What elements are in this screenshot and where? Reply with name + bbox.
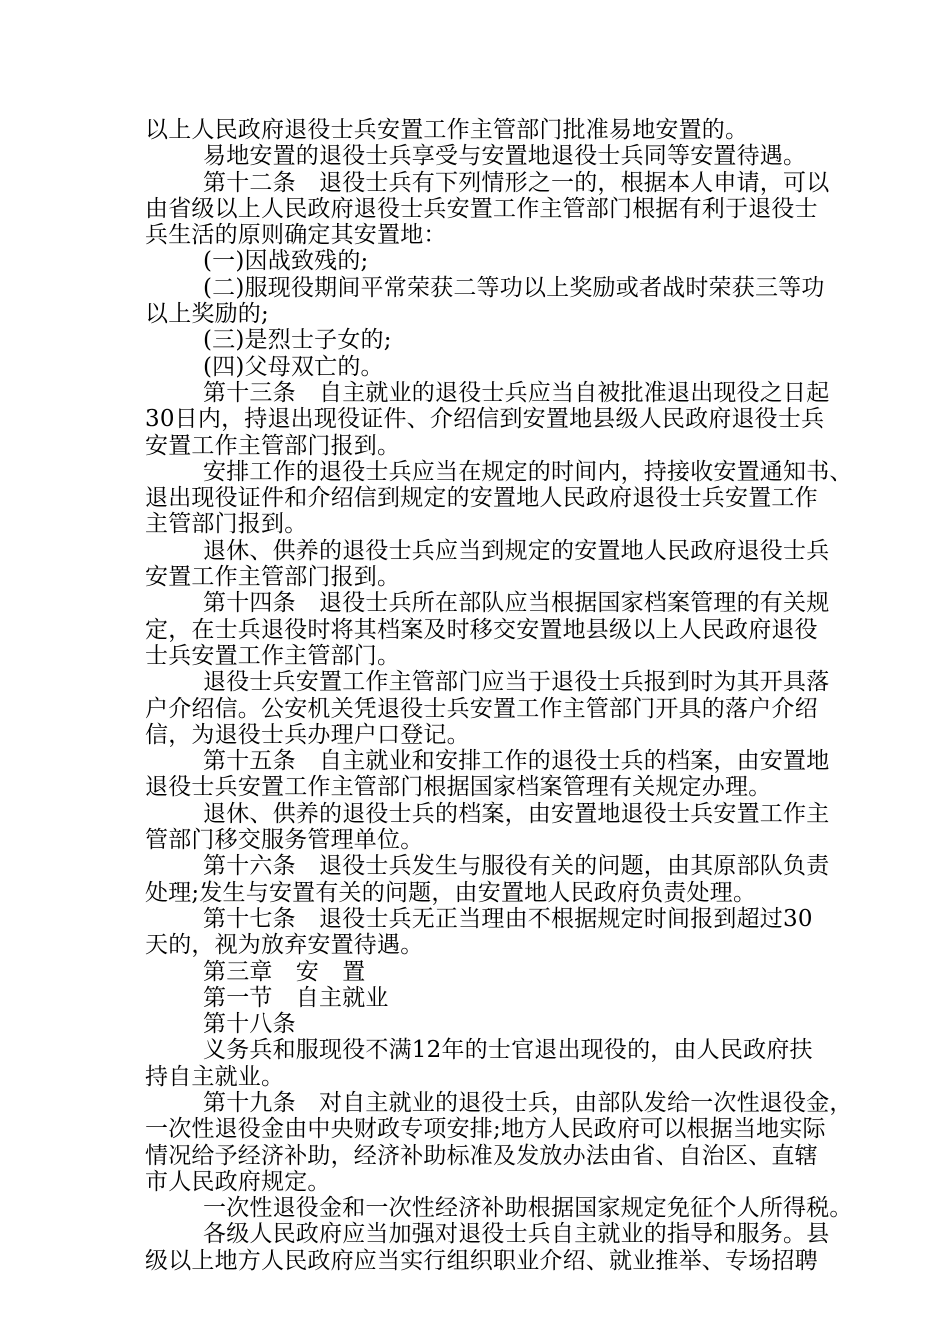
text-line: 以上人民政府退役士兵安置工作主管部门批准易地安置的。 <box>145 117 749 143</box>
text-line: 安排工作的退役士兵应当在规定的时间内，持接收安置通知书、 <box>203 458 853 485</box>
text-line: 兵生活的原则确定其安置地： <box>145 222 447 249</box>
text-line: 管部门移交服务管理单位。 <box>145 827 424 854</box>
text-line: 退出现役证件和介绍信到规定的安置地人民政府退役士兵安置工作 <box>145 485 818 512</box>
text-line: 市人民政府规定。 <box>145 1168 331 1195</box>
text-line: 天的，视为放弃安置待遇。 <box>145 932 424 959</box>
text-line: 处理;发生与安置有关的问题，由安置地人民政府负责处理。 <box>145 879 757 906</box>
text-line: 各级人民政府应当加强对退役士兵自主就业的指导和服务。县 <box>203 1221 830 1248</box>
text-line: 退役士兵安置工作主管部门根据国家档案管理有关规定办理。 <box>145 774 772 801</box>
text-line: 第十二条 退役士兵有下列情形之一的，根据本人申请，可以 <box>203 169 830 196</box>
text-line: (四)父母双亡的。 <box>203 353 384 380</box>
text-line: 第十五条 自主就业和安排工作的退役士兵的档案，由安置地 <box>203 748 830 775</box>
text-line: 一次性退役金和一次性经济补助根据国家规定免征个人所得税。 <box>203 1195 853 1222</box>
text-line: 安置工作主管部门报到。 <box>145 432 401 459</box>
text-line: 第三章 安 置 <box>203 958 366 985</box>
text-line: 第十四条 退役士兵所在部队应当根据国家档案管理的有关规 <box>203 590 830 617</box>
text-line: 第一节 自主就业 <box>203 984 389 1011</box>
text-line: 退休、供养的退役士兵应当到规定的安置地人民政府退役士兵 <box>203 537 830 564</box>
text-line: 由省级以上人民政府退役士兵安置工作主管部门根据有利于退役士 <box>145 195 818 222</box>
text-line: 级以上地方人民政府应当实行组织职业介绍、就业推举、专场招聘 <box>145 1247 818 1274</box>
text-line: 信，为退役士兵办理户口登记。 <box>145 721 470 748</box>
text-line: 易地安置的退役士兵享受与安置地退役士兵同等安置待遇。 <box>203 143 807 170</box>
document-body <box>145 117 853 1274</box>
text-line: 定，在士兵退役时将其档案及时移交安置地县级以上人民政府退役 <box>145 616 818 643</box>
text-line: 第十九条 对自主就业的退役士兵，由部队发给一次性退役金， <box>203 1089 853 1116</box>
text-line: (一)因战致残的; <box>203 248 369 275</box>
text-line: 第十六条 退役士兵发生与服役有关的问题，由其原部队负责 <box>203 853 830 880</box>
text-line: 情况给予经济补助，经济补助标准及发放办法由省、自治区、直辖 <box>145 1142 818 1169</box>
text-line: (二)服现役期间平常荣获二等功以上奖励或者战时荣获三等功 <box>203 274 825 301</box>
text-line: 持自主就业。 <box>145 1063 285 1090</box>
text-line: 户介绍信。公安机关凭退役士兵安置工作主管部门开具的落户介绍 <box>145 695 818 722</box>
text-line: 一次性退役金由中央财政专项安排;地方人民政府可以根据当地实际 <box>145 1116 826 1143</box>
text-line: 主管部门报到。 <box>145 511 308 538</box>
text-line: 第十七条 退役士兵无正当理由不根据规定时间报到超过30 <box>203 905 813 932</box>
text-line: 安置工作主管部门报到。 <box>145 564 401 591</box>
text-line: 退役士兵安置工作主管部门应当于退役士兵报到时为其开具落 <box>203 669 830 696</box>
text-line: (三)是烈士子女的; <box>203 327 392 354</box>
text-line: 义务兵和服现役不满12年的士官退出现役的，由人民政府扶 <box>203 1037 813 1064</box>
text-line: 30日内，持退出现役证件、介绍信到安置地县级人民政府退役士兵 <box>145 406 825 433</box>
text-line: 士兵安置工作主管部门。 <box>145 642 401 669</box>
text-line: 退休、供养的退役士兵的档案，由安置地退役士兵安置工作主 <box>203 800 830 827</box>
text-line: 第十三条 自主就业的退役士兵应当自被批准退出现役之日起 <box>203 379 830 406</box>
text-line: 以上奖励的; <box>145 301 269 328</box>
text-line: 第十八条 <box>203 1011 296 1038</box>
